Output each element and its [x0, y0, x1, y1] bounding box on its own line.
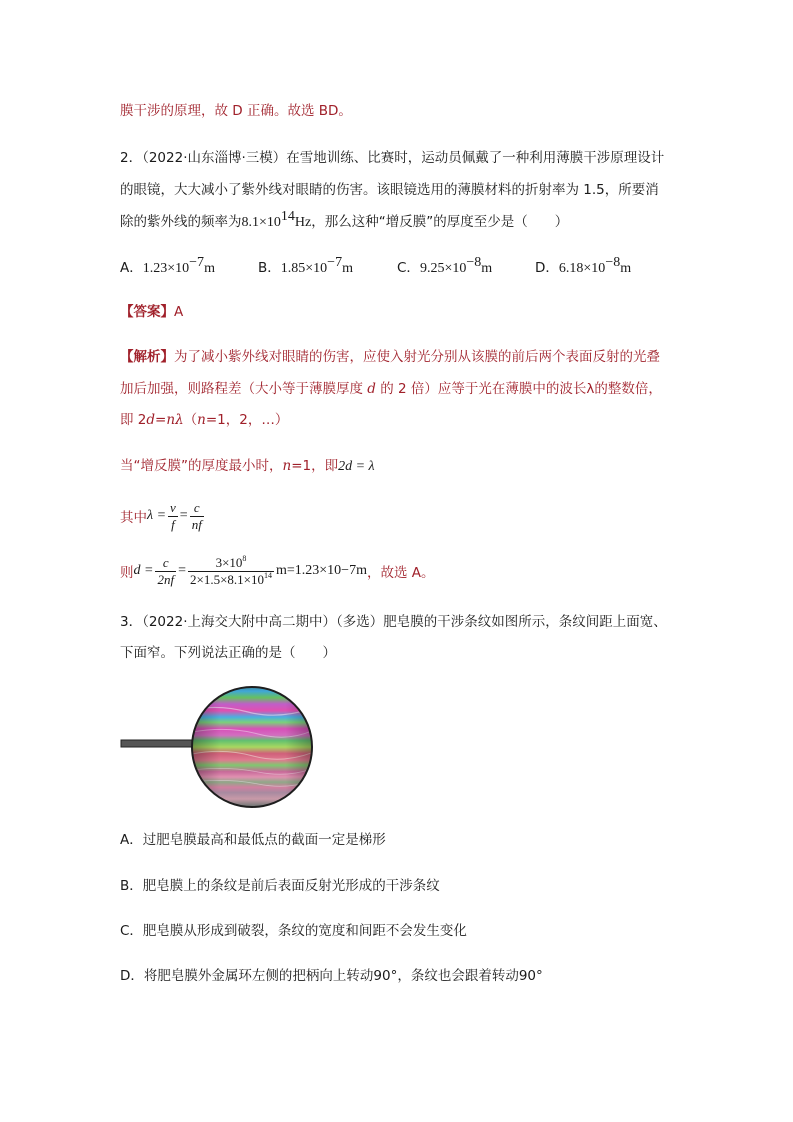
q2-answer: [120, 302, 183, 322]
equation-lhs: λ =: [147, 508, 167, 523]
q3-stem-line2: 下面窄。下列说法正确的是（ ）: [120, 645, 336, 661]
var-n: n: [166, 412, 176, 428]
option-value: 6.18×10: [558, 261, 606, 276]
q2-stem-line1: 2．（2022·山东淄博·三模）在雪地训练、比赛时，运动员佩戴了一种利用薄膜干涉原理设计: [120, 150, 665, 166]
fraction-numeric: [188, 555, 274, 588]
q2-stem-line3: [120, 209, 569, 233]
analysis-text: 为了减小紫外线对眼睛的伤害，应使入射光分别从该膜的前后两个表面反射的光叠: [174, 349, 660, 365]
analysis-text: 即 2: [120, 412, 147, 428]
q2-analysis-line1: [120, 347, 660, 367]
analysis-text: （: [183, 412, 198, 428]
q2-frequency: 8.1×10: [241, 215, 281, 230]
equals: =: [155, 412, 167, 428]
option-label: B．: [258, 260, 281, 276]
fraction-denominator: 2nf: [157, 571, 175, 587]
var-d: d: [146, 412, 156, 428]
equals: =: [178, 563, 186, 578]
q2-option-a: [120, 256, 215, 277]
fraction-numerator: v: [170, 499, 176, 515]
analysis-text: 的 2 倍）应等于光在薄膜中的波长λ的整数倍，: [375, 381, 662, 397]
option-unit: m: [204, 261, 215, 276]
fraction-v-over-f: [168, 500, 178, 533]
analysis-text: ，故选 A。: [366, 565, 435, 581]
q2-analysis-line3: [120, 410, 288, 430]
analysis-text: 其中: [120, 510, 147, 526]
q2-frequency-unit: Hz: [294, 215, 312, 230]
analysis-text: =1，即: [291, 458, 339, 474]
answer-tag: 【答案】: [120, 304, 174, 320]
q3-stem-line1: 3．（2022·上海交大附中高二期中）（多选）肥皂膜的干涉条纹如图所示，条纹间距上面宽、: [120, 614, 667, 630]
option-value: 9.25×10: [419, 261, 467, 276]
var-lambda: λ: [175, 412, 184, 428]
numerator-exp: 8: [242, 553, 247, 563]
option-label: A．: [120, 260, 143, 276]
q3-option-c: C．肥皂膜从形成到破裂，条纹的宽度和间距不会发生变化: [120, 923, 467, 939]
option-value: 1.23×10: [142, 261, 190, 276]
numerator-mantissa: 3×10: [215, 554, 243, 570]
fraction-numerator: c: [190, 500, 204, 517]
analysis-text: =1，2，…）: [205, 412, 289, 428]
q2-analysis-line2: [120, 379, 662, 399]
answer-value: A: [174, 304, 184, 320]
var-n: n: [197, 412, 206, 428]
denominator-mantissa: 2×1.5×8.1×10: [189, 571, 264, 587]
analysis-text: 加后加强，则路程差（大小等于薄膜厚度: [120, 381, 368, 397]
option-unit: m: [481, 261, 493, 276]
q2-wavelength-equation: [120, 496, 206, 536]
denominator-exp: 14: [263, 570, 272, 580]
q2-thickness-equation: 则 d = $\frac{c}{2nf}$ = $\frac{3\times 10^8}{2\times 1.5\times 8.1\times 10^{14}}$ m=1.23×10 −7 m ，故选 A。: [120, 553, 435, 587]
option-label: C．: [397, 260, 420, 276]
q2-option-c: [397, 256, 492, 277]
result-value: m=1.23×10: [275, 563, 342, 578]
equation: 2d = λ: [338, 459, 375, 474]
previous-answer-tail: 膜干涉的原理，故 D 正确。故选 BD。: [120, 103, 352, 119]
fraction-denominator: nf: [191, 516, 202, 532]
option-exp: −8: [605, 255, 621, 270]
fraction-c-over-nf: [190, 500, 204, 533]
q2-stem-text: 除的紫外线的频率为: [120, 214, 242, 230]
option-exp: −8: [466, 255, 482, 270]
option-unit: m: [620, 261, 632, 276]
fraction-c-over-2nf: [155, 555, 176, 588]
fraction-denominator: f: [171, 516, 175, 532]
analysis-text: 则: [120, 565, 134, 581]
equation-lhs: d =: [133, 563, 154, 578]
fraction-denominator: [188, 572, 274, 588]
q3-option-a: A．过肥皂膜最高和最低点的截面一定是梯形: [120, 832, 386, 848]
option-exp: −7: [189, 255, 205, 270]
q2-min-thickness-line: [120, 456, 375, 477]
option-label: D．: [535, 260, 559, 276]
q2-stem-text-end: ，那么这种“增反膜”的厚度至少是（ ）: [311, 214, 569, 230]
ring-handle: [121, 740, 192, 747]
soap-film: [188, 682, 318, 812]
q3-option-d: D．将肥皂膜外金属环左侧的把柄向上转动90°，条纹也会跟着转动90°: [120, 968, 543, 984]
q2-frequency-exp: 14: [280, 209, 295, 224]
fraction-numerator: c: [155, 555, 176, 572]
analysis-text: 当“增反膜”的厚度最小时，: [120, 458, 283, 474]
q2-stem-line2: 的眼镜，大大减小了紫外线对眼睛的伤害。该眼镜选用的薄膜材料的折射率为 1.5，所要消: [120, 182, 659, 198]
option-value: 1.85×10: [280, 261, 328, 276]
var-n: n: [282, 458, 292, 474]
option-exp: −7: [327, 255, 343, 270]
fraction-numerator: [188, 555, 274, 572]
q2-option-b: [258, 256, 353, 277]
var-d: d: [367, 381, 376, 397]
result-unit: m: [356, 563, 367, 578]
analysis-tag: 【解析】: [120, 349, 174, 365]
option-unit: m: [342, 261, 353, 276]
equals: =: [179, 508, 188, 523]
soap-film-figure: [118, 682, 324, 812]
q3-option-b: B．肥皂膜上的条纹是前后表面反射光形成的干涉条纹: [120, 878, 440, 894]
q2-option-d: [535, 256, 631, 277]
